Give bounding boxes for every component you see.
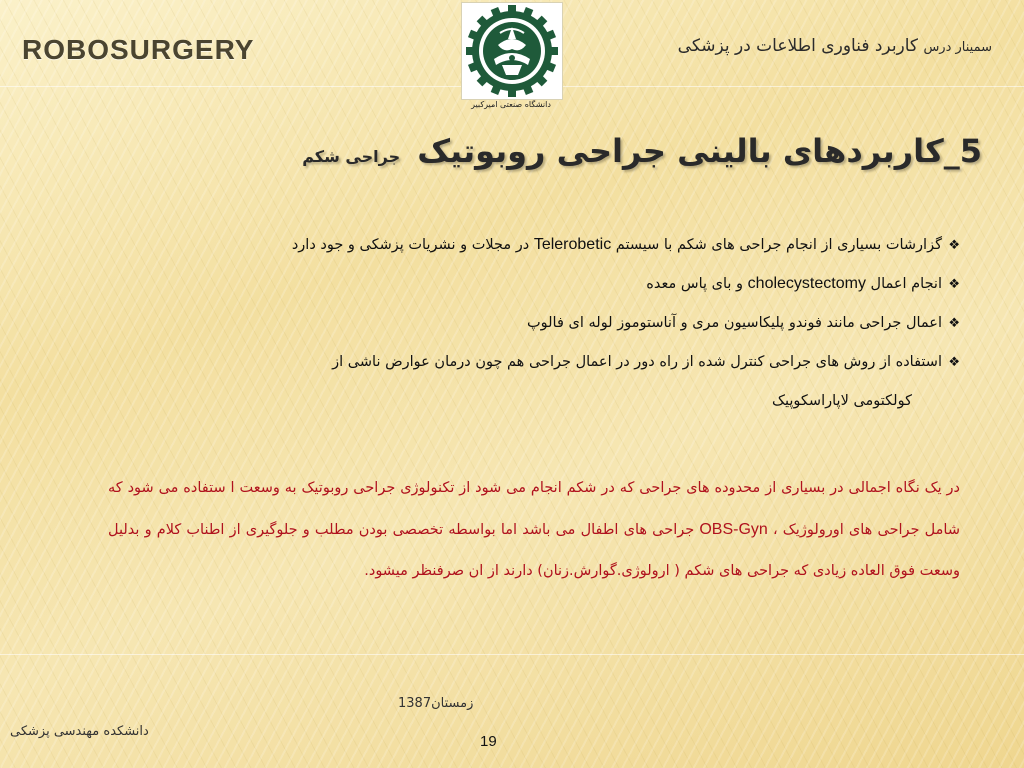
bullet-item <box>240 265 960 304</box>
bullet-item <box>240 343 960 420</box>
bullet-text-end: و بای پاس معده <box>646 276 748 292</box>
university-emblem-icon <box>462 3 562 99</box>
diamond-bullet-icon: ❖ <box>948 277 960 292</box>
logo-caption: دانشگاه صنعتی امیرکبیر <box>471 100 551 109</box>
bullet-text: گزارشات بسیاری از انجام جراحی های شکم با سیستم <box>611 237 942 253</box>
bullet-text: اعمال جراحی مانند فوندو پلیکاسیون مری و آناستوموز لوله ای فالوپ <box>527 315 942 331</box>
diamond-bullet-icon: ❖ <box>948 316 960 331</box>
gear-tooth <box>508 89 516 97</box>
paragraph-text-end: جراحی های اطفال می باشد اما بواسطه تخصصی بودن مطلب و جلوگیری از اطناب کلام و بدلیل وسعت فوق العاده زیادی که جراحی های شکم ( ارولوژی.گوارش.زنان) دارند از ان صرفنظر میشود. <box>108 522 960 579</box>
bullet-item <box>240 226 960 265</box>
gear-tooth <box>508 5 516 13</box>
footer-season: زمستان1387 <box>398 696 474 711</box>
bullet-list <box>240 226 960 420</box>
page-number: 19 <box>480 733 497 750</box>
paragraph-latin-term: OBS-Gyn <box>699 521 768 538</box>
brand-title: ROBOSURGERY <box>22 34 255 65</box>
paragraph-text: در یک نگاه اجمالی در بسیاری از محدوده های جراحی که در شکم انجام می شود از تکنولوژی جراحی روبوتیک به وسعت ا ستفاده می شود که شامل جراحی های اورولوژیک ، <box>108 480 960 538</box>
bullet-text: انجام اعمال <box>865 276 942 292</box>
bullet-text: استفاده از روش های جراحی کنترل شده از راه دور در اعمال جراحی هم چون درمان عوارض ناشی از <box>332 354 942 370</box>
slide-title <box>302 132 982 170</box>
seminar-header <box>678 36 992 56</box>
bullet-latin-term: Telerobetic <box>533 236 612 253</box>
slide-title-main: 5_کاربردهای بالینی جراحی روبوتیک <box>417 132 982 170</box>
diamond-bullet-icon: ❖ <box>948 355 960 370</box>
bullet-latin-term: cholecystectomy <box>747 275 866 292</box>
footer-faculty: دانشکده مهندسی پزشکی <box>10 724 149 739</box>
university-logo <box>461 2 563 100</box>
gear-tooth <box>550 47 558 55</box>
seminar-prefix: سمینار درس <box>923 40 992 55</box>
diamond-bullet-icon: ❖ <box>948 238 960 253</box>
bullet-continuation: کولکتومی لاپاراسکوپیک <box>772 393 912 409</box>
bullet-item <box>240 304 960 343</box>
summary-paragraph <box>108 468 960 592</box>
seminar-title: کاربرد فناوری اطلاعات در پزشکی <box>677 36 919 56</box>
gear-tooth <box>466 47 474 55</box>
bullet-text-end: در مجلات و نشریات پزشکی و جود دارد <box>291 237 534 253</box>
slide-subtitle: جراحی شکم <box>302 147 401 166</box>
